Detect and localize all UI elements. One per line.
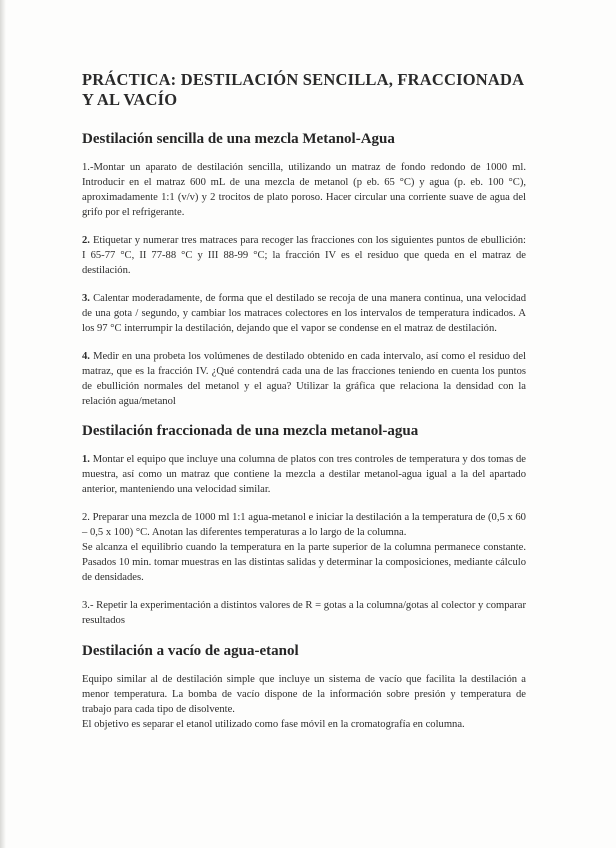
section-heading-simple-distillation: Destilación sencilla de una mezcla Metanol-Agua (82, 131, 395, 147)
paragraph-text: Se alcanza el equilibrio cuando la temperatura en la parte superior de la columna permanece constante. Pasados 10 min. tomar muestras en las distintas salidas y determinar la composiciones, mediante cálculo de densidades. (82, 542, 526, 583)
paragraph (82, 291, 526, 336)
paragraph (82, 540, 526, 585)
paragraph-text: Montar un aparato de destilación sencilla, utilizando un matraz de fondo redondo de 1000 ml. Introducir en el matraz 600 mL de una mezcla de metanol (p eb. 65 °C) y agua (p. eb. 100 °C), aproximadamente 1:1 (v/v) y 2 trocitos de plato poroso. Hacer circular una corriente suave de agua del grifo por el refrigerante. (82, 162, 526, 218)
document-title: PRÁCTICA: DESTILACIÓN SENCILLA, FRACCIONADA Y AL VACÍO (82, 70, 524, 109)
paragraph-text: Medir en una probeta los volúmenes de destilado obtenido en cada intervalo, así como el residuo del matraz, que es la fracción IV. ¿Qué contendrá cada una de las fracciones teniendo en cuenta los puntos de ebullición normales del metanol y el agua? Utilizar la gráfica que relaciona la densidad con la relación agua/metanol (82, 351, 526, 407)
paragraph (82, 233, 526, 278)
step-number: 1. (82, 454, 90, 465)
paragraph (82, 349, 526, 409)
paragraph-text: Preparar una mezcla de 1000 ml 1:1 agua-metanol e iniciar la destilación a la temperatura de (0,5 x 60 – 0,5 x 100) °C. Anotan las diferentes temperaturas a lo largo de la columna. (82, 512, 526, 538)
scan-edge-shadow (0, 0, 6, 848)
paragraph (82, 672, 526, 717)
paragraph (82, 160, 526, 220)
section-heading-fractional-distillation: Destilación fraccionada de una mezcla metanol-agua (82, 423, 419, 439)
step-number: 1.- (82, 162, 94, 173)
paragraph-text: Repetir la experimentación a distintos valores de R = gotas a la columna/gotas al colector y comparar resultados (82, 600, 526, 626)
paragraph-text: El objetivo es separar el etanol utilizado como fase móvil en la cromatografía en columna. (82, 719, 465, 730)
paragraph (82, 510, 526, 540)
section-heading-vacuum-distillation: Destilación a vacío de agua-etanol (82, 643, 299, 659)
paragraph (82, 452, 526, 497)
paragraph (82, 598, 526, 628)
paragraph-text: Calentar moderadamente, de forma que el destilado se recoja de una manera continua, una velocidad de una gota / segundo, y cambiar los matraces colectores en los intervalos de temperatura indicados. A los 97 °C interrumpir la destilación, dejando que el vapor se condense en el matraz de destilación. (82, 293, 526, 334)
step-number: 4. (82, 351, 90, 362)
paragraph-text: Montar el equipo que incluye una columna de platos con tres controles de temperatura y dos tomas de muestra, así como un matraz que contiene la mezcla a destilar metanol-agua igual a la del apartado anterior, manteniendo una velocidad similar. (82, 454, 526, 495)
step-number: 3.- (82, 600, 94, 611)
step-number: 2. (82, 235, 90, 246)
step-number: 3. (82, 293, 90, 304)
document-content (82, 70, 526, 745)
paragraph (82, 717, 526, 732)
step-number: 2. (82, 512, 90, 523)
paragraph-text: Equipo similar al de destilación simple que incluye un sistema de vacío que facilita la destilación a menor temperatura. La bomba de vacío dispone de la información sobre presión y temperatura de trabajo para cada tipo de disolvente. (82, 674, 526, 715)
paragraph-text: Etiquetar y numerar tres matraces para recoger las fracciones con los siguientes puntos de ebullición: I 65-77 °C, II 77-88 °C y III 88-99 °C; la fracción IV es el residuo que queda en el matraz de destilación. (82, 235, 527, 276)
